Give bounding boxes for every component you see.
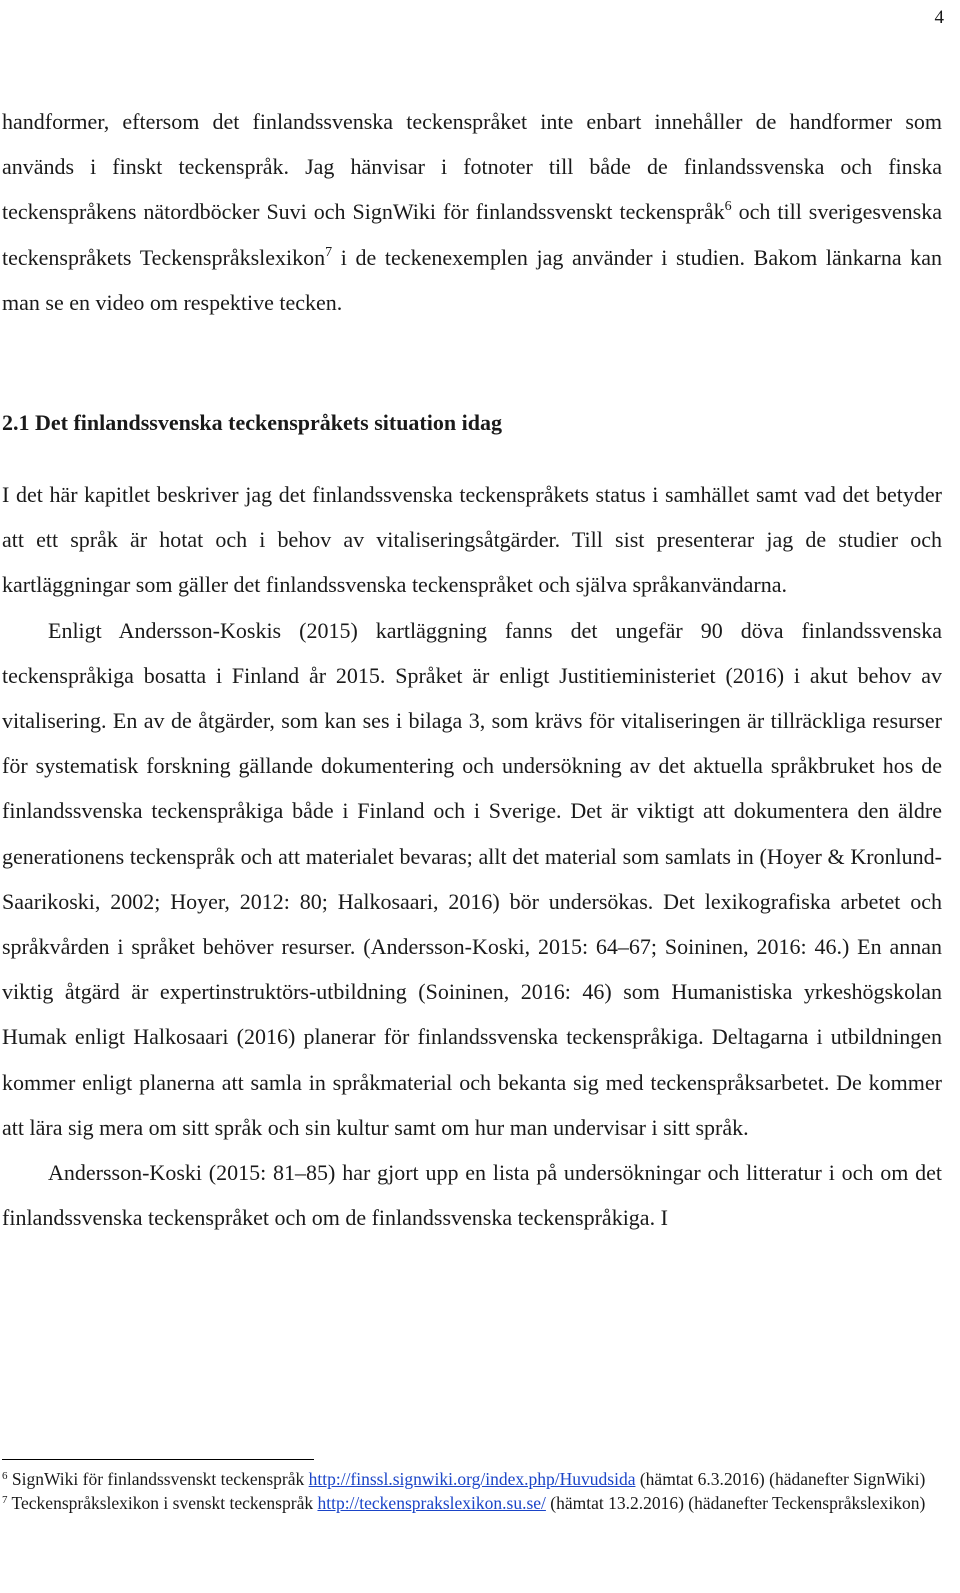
footnote-6 xyxy=(2,1468,942,1492)
footnote-reference-6[interactable]: 6 xyxy=(724,199,732,215)
paragraph-survey-and-vitalisation: Enligt Andersson-Koskis (2015) kartläggning fanns det ungefär 90 döva finlandssvenska teckenspråkiga bosatta i Finland år 2015. Språket är enligt Justitieministeriet (2016) i akut behov av vitalisering. En av de åtgärder, som kan ses i bilaga 3, som krävs för vitaliseringen är tillräckliga resurser för systematisk forskning gällande dokumentering och undersökning av det aktuella språkbruket hos de finlandssvenska teckenspråkiga både i Finland och i Sverige. Det är viktigt att dokumentera den äldre generationens teckenspråk och att materialet bevaras; allt det material som samlats in (Hoyer & Kronlund-Saarikoski, 2002; Hoyer, 2012: 80; Halkosaari, 2016) bör undersökas. Det lexikografiska arbetet och språkvården i språket behöver resurser. (Andersson-Koski, 2015: 64–67; Soininen, 2016: 46.) En annan viktig åtgärd är expertinstruktörs-utbildning (Soininen, 2016: 46) som Humanistiska yrkeshögskolan Humak enligt Halkosaari (2016) planerar för finlandssvenska teckenspråkiga. Deltagarna i utbildningen kommer enligt planerna att samla in språkmaterial och bekanta sig med teckenspråksarbetet. De kommer att lära sig mera om sitt språk och sin kultur samt om hur man undervisar i sitt språk. xyxy=(2,617,942,1140)
paragraph-chapter-overview: I det här kapitlet beskriver jag det finlandssvenska teckenspråkets status i samhället samt vad det betyder att ett språk är hotat och i behov av vitaliseringsåtgärder. Till sist presenterar jag de studier och kartläggningar som gäller det finlandssvenska teckenspråket och själva språkanvändarna. xyxy=(2,482,942,598)
footnote-reference-7[interactable]: 7 xyxy=(325,244,333,260)
intro-text-part-2: och till sverigesvenska teckenspråkets Teckenspråkslexikon xyxy=(2,199,942,270)
intro-text-part-1: handformer, eftersom det finlandssvenska teckenspråket inte enbart innehåller de handformer som används i finskt teckenspråk. Jag hänvisar i fotnoter till både de finlandssvenska och finska teckenspråkens nätordböcker Suvi och SignWiki för finlandssvenskt teckenspråk xyxy=(2,109,942,225)
section-body xyxy=(2,472,942,1240)
footnote-7-suffix: (hämtat 13.2.2016) (hädanefter Teckenspråkslexikon) xyxy=(545,1492,926,1513)
footnote-6-text: SignWiki för finlandssvenskt teckenspråk xyxy=(7,1469,309,1489)
paragraph-literature-list: Andersson-Koski (2015: 81–85) har gjort upp en lista på undersökningar och litteratur i och om det finlandssvenska teckenspråket och om de finlandssvenska teckenspråkiga. I xyxy=(2,1160,942,1231)
footnote-7-link[interactable]: http://teckensprakslexikon.su.se/ xyxy=(317,1492,546,1513)
page-number: 4 xyxy=(934,7,944,28)
footnote-separator xyxy=(2,1459,314,1460)
intro-text-part-3: i de teckenexemplen jag använder i studien. Bakom länkarna kan man se en video om respektive tecken. xyxy=(2,244,942,315)
intro-paragraph xyxy=(2,99,942,325)
footnote-7-text: Teckenspråkslexikon i svenskt teckenspråk xyxy=(7,1492,318,1513)
footnote-mark-6: 6 xyxy=(2,1470,8,1482)
footnotes xyxy=(2,1468,942,1515)
footnote-6-suffix: (hämtat 6.3.2016) (hädanefter SignWiki) xyxy=(635,1469,926,1489)
footnote-6-link[interactable]: http://finssl.signwiki.org/index.php/Huvudsida xyxy=(308,1469,636,1489)
footnote-mark-7: 7 xyxy=(2,1493,8,1506)
section-heading: 2.1 Det finlandssvenska teckenspråkets situation idag xyxy=(2,410,502,435)
footnote-7 xyxy=(2,1492,942,1516)
